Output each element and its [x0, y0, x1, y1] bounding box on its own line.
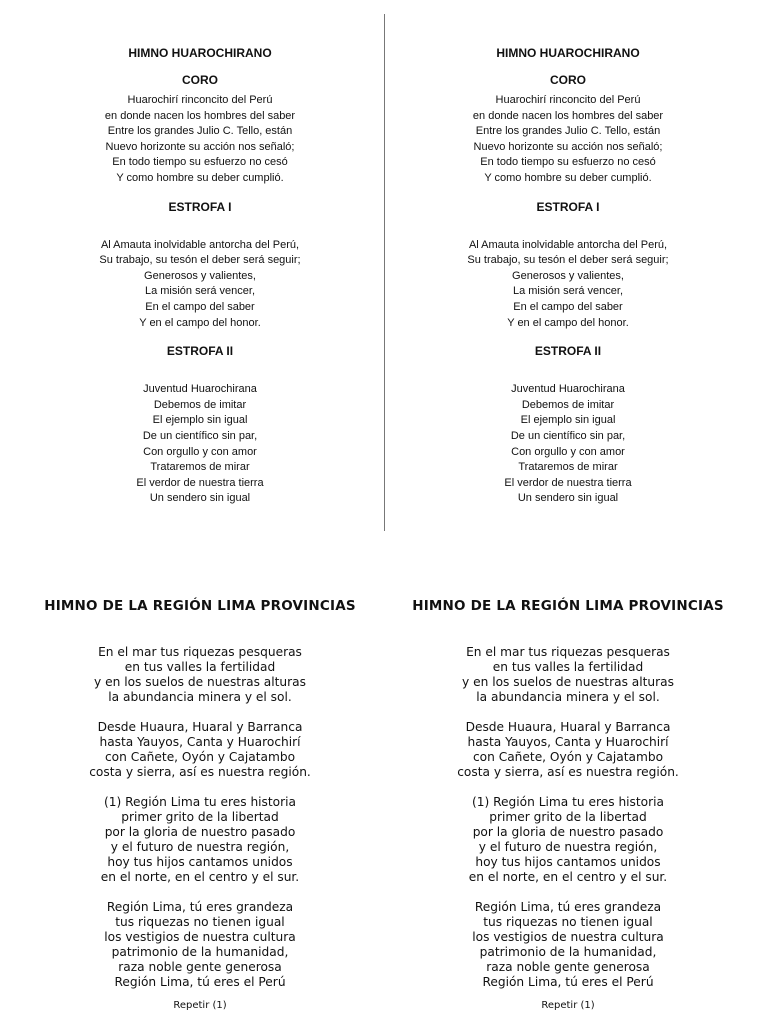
verse-line: Y como hombre su deber cumplió. — [484, 171, 652, 184]
verse-line: por la gloria de nuestro pasado — [104, 825, 296, 839]
verse-line: Al Amauta inolvidable antorcha del Perú, — [468, 238, 668, 251]
verse-line: De un científico sin par, — [142, 429, 258, 442]
verse-line: (1) Región Lima tu eres historia — [103, 795, 297, 809]
verse-line: Y en el campo del honor. — [507, 316, 629, 329]
estrofa-2-heading: ESTROFA II — [534, 344, 602, 359]
verse-line: Región Lima, tú eres el Perú — [114, 975, 286, 989]
verse-line: hasta Yauyos, Canta y Huarochirí — [467, 735, 669, 749]
verse-line: Un sendero sin igual — [149, 492, 251, 505]
verse-line: Generosos y valientes, — [512, 269, 624, 282]
verse-line: El ejemplo sin igual — [152, 414, 248, 427]
verse-line: y en los suelos de nuestras alturas — [94, 675, 306, 689]
verse-line: en donde nacen los hombres del saber — [104, 109, 296, 122]
verse-line: Región Lima, tú eres grandeza — [106, 900, 294, 914]
estrofa-2-heading: ESTROFA II — [166, 344, 234, 359]
verse-line: Y en el campo del honor. — [139, 316, 261, 329]
verse-line: los vestigios de nuestra cultura — [104, 930, 296, 944]
huarochirano-block-right — [388, 46, 748, 507]
verse-line: Huarochirí rinconcito del Perú — [495, 94, 641, 106]
estrofa-2-verse — [388, 382, 748, 507]
verse-line: patrimonio de la humanidad, — [479, 945, 657, 959]
verse-line: El verdor de nuestra tierra — [136, 476, 264, 489]
verse-line: Debemos de imitar — [521, 398, 615, 411]
verse-line: con Cañete, Oyón y Cajatambo — [472, 750, 664, 764]
verse-line: la abundancia minera y el sol. — [108, 690, 292, 704]
verse-line: Con orgullo y con amor — [511, 445, 625, 458]
huarochirano-title: HIMNO HUAROCHIRANO — [496, 46, 640, 60]
lima-stanza-2 — [10, 720, 390, 780]
verse-line: Con orgullo y con amor — [143, 445, 257, 458]
lima-title: HIMNO DE LA REGIÓN LIMA PROVINCIAS — [412, 598, 724, 614]
verse-line: En el campo del saber — [513, 300, 623, 313]
verse-line: Desde Huaura, Huaral y Barranca — [97, 720, 303, 734]
verse-line: Un sendero sin igual — [517, 492, 619, 505]
lima-block-left — [10, 597, 390, 1012]
verse-line: Debemos de imitar — [153, 398, 247, 411]
verse-line: Desde Huaura, Huaral y Barranca — [465, 720, 671, 734]
verse-line: Al Amauta inolvidable antorcha del Perú, — [100, 238, 300, 251]
verse-line: Su trabajo, su tesón el deber será seguir; — [467, 254, 669, 267]
coro-verse — [388, 93, 748, 187]
column-divider — [384, 14, 385, 531]
verse-line: en tus valles la fertilidad — [124, 660, 276, 674]
lima-title: HIMNO DE LA REGIÓN LIMA PROVINCIAS — [44, 598, 356, 614]
verse-line: Huarochirí rinconcito del Perú — [127, 94, 273, 106]
verse-line: y el futuro de nuestra región, — [478, 840, 658, 854]
lima-stanza-2 — [378, 720, 758, 780]
verse-line: Su trabajo, su tesón el deber será seguir; — [99, 254, 301, 267]
verse-line: y en los suelos de nuestras alturas — [462, 675, 674, 689]
verse-line: Juventud Huarochirana — [511, 383, 625, 396]
verse-line: y el futuro de nuestra región, — [110, 840, 290, 854]
verse-line: por la gloria de nuestro pasado — [472, 825, 664, 839]
repeat-note: Repetir (1) — [173, 1000, 227, 1011]
verse-line: El verdor de nuestra tierra — [504, 476, 632, 489]
verse-line: Nuevo horizonte su acción nos señaló; — [473, 140, 663, 153]
verse-line: patrimonio de la humanidad, — [111, 945, 289, 959]
verse-line: En todo tiempo su esfuerzo no cesó — [480, 156, 656, 169]
verse-line: De un científico sin par, — [510, 429, 626, 442]
verse-line: hoy tus hijos cantamos unidos — [107, 855, 293, 869]
verse-line: En todo tiempo su esfuerzo no cesó — [112, 156, 288, 169]
verse-line: tus riquezas no tienen igual — [483, 915, 653, 929]
verse-line: Trataremos de mirar — [150, 461, 250, 474]
verse-line: hoy tus hijos cantamos unidos — [475, 855, 661, 869]
verse-line: en tus valles la fertilidad — [492, 660, 644, 674]
lima-stanza-1 — [10, 645, 390, 705]
estrofa-2-verse — [20, 382, 380, 507]
verse-line: en el norte, en el centro y el sur. — [468, 870, 668, 884]
verse-line: en el norte, en el centro y el sur. — [100, 870, 300, 884]
verse-line: Región Lima, tú eres el Perú — [482, 975, 654, 989]
verse-line: Nuevo horizonte su acción nos señaló; — [105, 140, 295, 153]
verse-line: El ejemplo sin igual — [520, 414, 616, 427]
verse-line: costa y sierra, así es nuestra región. — [89, 765, 311, 779]
verse-line: Entre los grandes Julio C. Tello, están — [475, 125, 661, 138]
verse-line: Generosos y valientes, — [144, 269, 256, 282]
repeat-note: Repetir (1) — [541, 1000, 595, 1011]
verse-line: La misión será vencer, — [512, 285, 624, 298]
lima-stanza-1 — [378, 645, 758, 705]
verse-line: la abundancia minera y el sol. — [476, 690, 660, 704]
lima-stanza-4 — [378, 900, 758, 990]
verse-line: en donde nacen los hombres del saber — [472, 109, 664, 122]
huarochirano-title: HIMNO HUAROCHIRANO — [128, 46, 272, 60]
verse-line: con Cañete, Oyón y Cajatambo — [104, 750, 296, 764]
verse-line: los vestigios de nuestra cultura — [472, 930, 664, 944]
verse-line: (1) Región Lima tu eres historia — [471, 795, 665, 809]
verse-line: primer grito de la libertad — [489, 810, 647, 824]
verse-line: En el campo del saber — [145, 300, 255, 313]
verse-line: tus riquezas no tienen igual — [115, 915, 285, 929]
huarochirano-block-left — [20, 46, 380, 507]
estrofa-1-heading: ESTROFA I — [536, 199, 600, 214]
verse-line: costa y sierra, así es nuestra región. — [457, 765, 679, 779]
verse-line: Y como hombre su deber cumplió. — [116, 171, 284, 184]
verse-line: En el mar tus riquezas pesqueras — [466, 645, 670, 659]
verse-line: En el mar tus riquezas pesqueras — [98, 645, 302, 659]
lima-stanza-3 — [10, 795, 390, 885]
verse-line: Entre los grandes Julio C. Tello, están — [107, 125, 293, 138]
estrofa-1-heading: ESTROFA I — [168, 199, 232, 214]
coro-verse — [20, 93, 380, 187]
lima-stanza-4 — [10, 900, 390, 990]
verse-line: primer grito de la libertad — [121, 810, 279, 824]
estrofa-1-verse — [20, 238, 380, 332]
lima-block-right — [378, 597, 758, 1012]
verse-line: hasta Yauyos, Canta y Huarochirí — [99, 735, 301, 749]
verse-line: raza noble gente generosa — [118, 960, 282, 974]
coro-heading: CORO — [550, 73, 586, 87]
verse-line: Trataremos de mirar — [518, 461, 618, 474]
verse-line: Región Lima, tú eres grandeza — [474, 900, 662, 914]
verse-line: Juventud Huarochirana — [143, 383, 257, 396]
coro-heading: CORO — [182, 73, 218, 87]
lima-stanza-3 — [378, 795, 758, 885]
verse-line: La misión será vencer, — [144, 285, 256, 298]
estrofa-1-verse — [388, 238, 748, 332]
verse-line: raza noble gente generosa — [486, 960, 650, 974]
